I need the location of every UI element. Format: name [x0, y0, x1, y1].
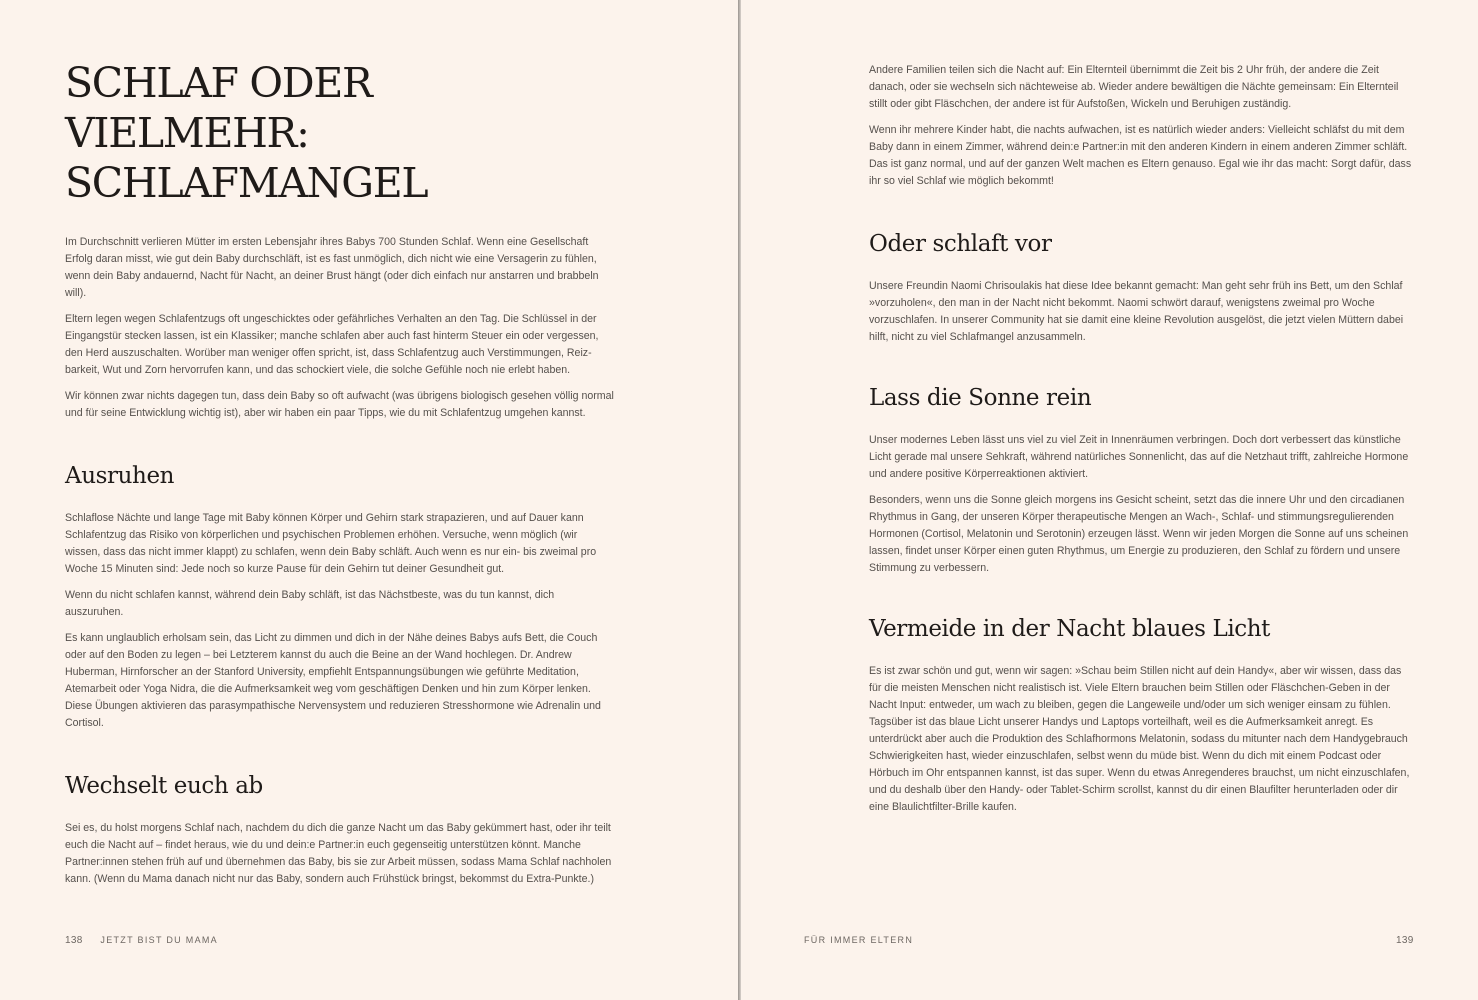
body-paragraph: Unsere Freundin Naomi Chrisoulakis hat diese Idee bekannt gemacht: Man geht sehr früh ins Bett, um den Schlaf »vorzuholen«, den man in der Nacht nicht bekommt. Naomi schwört darauf, wenigstens zweimal pro Woche vorzuschlafen. In unserer Community hat sie damit eine kleine Revolution ausgelöst, die jetzt vielen Müttern dabei hilft, nicht zu viel Schlafmangel anzusammeln. — [869, 280, 1404, 343]
left-footer — [65, 935, 218, 946]
right-footer-page-number — [1396, 935, 1414, 946]
chapter-title — [65, 58, 615, 208]
right-page-content — [869, 0, 1414, 816]
left-page-content — [65, 0, 615, 888]
left-page — [0, 0, 738, 1000]
chapter-title-line2: SCHLAFMANGEL — [65, 159, 428, 207]
body-paragraph: Es ist zwar schön und gut, wenn wir sagen: »Schau beim Stillen nicht auf dein Handy«, aber wir wissen, dass das für die meisten Menschen nicht realistisch ist. Viele Eltern brauchen beim Stillen oder Fläschchen-Geben in der Nacht Input: entweder, um wach zu bleiben, gegen die Langeweile und/oder um sich weniger einsam zu fühlen. Tagsüber ist das blaue Licht unserer Handys und Laptops vorteilhaft, weil es die Aufmerksamkeit anregt. Es unterdrückt aber auch die Produktion des Schlafhormons Melatonin, sodass du mitunter nach dem Handygebrauch Schwierigkeiten hast, wieder einzuschlafen, selbst wenn du müde bist. Wenn du dich mit einem Podcast oder Hörbuch im Ohr entspannen kannst, ist das super. Wenn du etwas Anregenderes brauchst, um nicht einzuschlafen, und du deshalb über den Handy- oder Tablet-Schirm scrollst, kannst du dir einen Blaufilter herunterladen oder dir eine Blaulichtfilter-Brille kaufen. — [869, 665, 1410, 813]
body-paragraph: Es kann unglaublich erholsam sein, das Licht zu dimmen und dich in der Nähe deines Babys aufs Bett, die Couch oder auf den Boden zu legen – bei Letzterem kannst du auch die Beine an der Wand hochlegen. Dr. Andrew Huberman, Hirnforscher an der Stanford University, empfiehlt Entspannungsübungen wie geführte Meditation, Atemarbeit oder Yoga Nidra, die die Aufmerksamkeit weg vom geschäftigen Denken und hin zum Körper lenken. Diese Übungen aktivieren das parasympathische Nervensystem und reduzieren Stresshormone wie Adrenalin und Cortisol. — [65, 632, 601, 729]
intro-paragraph: Wir können zwar nichts dagegen tun, dass dein Baby so oft aufwacht (was übrigens biologisch gesehen völlig normal und für seine Entwicklung wichtig ist), aber wir haben ein paar Tipps, wie du mit Schlafentzug umgehen kannst. — [65, 390, 614, 419]
body-paragraph: Sei es, du holst morgens Schlaf nach, nachdem du dich die ganze Nacht um das Baby gekümmert hast, oder ihr teilt euch die Nacht auf – findet heraus, wie du und dein:e Partner:in euch gegenseitig unterstützen könnt. Manche Partner:innen stehen früh auf und übernehmen das Baby, bis sie zur Arbeit müssen, sodass Mama Schlaf nachholen kann. (Wenn du Mama danach nicht nur das Baby, sondern auch Frühstück bringst, bekommst du Extra-Punkte.) — [65, 822, 612, 885]
page-number: 139 — [1396, 935, 1414, 946]
intro-paragraph: Eltern legen wegen Schlafentzugs oft ungeschicktes oder gefährliches Verhalten an den Tag. Die Schlüssel in der Eingangstür stecken lassen, ist ein Klassiker; manche schlafen aber auch fast hinterm Steuer ein oder vergessen, den Herd auszuschalten. Worüber man weniger offen spricht, ist, dass Schlafentzug auch Verstimmungen, Reizbarkeit, Wut und Zorn hervorrufen kann, und das schockiert viele, die solche Gefühle noch nie erlebt haben. — [65, 313, 599, 376]
body-paragraph: Besonders, wenn uns die Sonne gleich morgens ins Gesicht scheint, setzt das die innere Uhr und den circadianen Rhythmus in Gang, der unseren Körper therapeutische Mengen an Wach-, Schlaf- und stimmungsregulierenden Hormonen (Cortisol, Melatonin und Serotonin) erzeugen lässt. Wenn wir jeden Morgen die Sonne auf uns scheinen lassen, findet unser Körper einen guten Rhythmus, um Energie zu produzieren, den Schlaf zu fördern und unsere Stimmung zu verbessern. — [869, 494, 1409, 574]
section-heading-wechselt-euch-ab: Wechselt euch ab — [65, 773, 263, 799]
body-paragraph: Wenn du nicht schlafen kannst, während dein Baby schläft, ist das Nächstbeste, was du tun kannst, dich auszuruhen. — [65, 589, 555, 618]
section-heading-oder-schlaft-vor: Oder schlaft vor — [869, 231, 1052, 257]
body-paragraph: Unser modernes Leben lässt uns viel zu viel Zeit in Innenräumen verbringen. Doch dort verbessert das künstliche Licht gerade mal unsere Sehkraft, während natürliches Sonnenlicht, das auf die Netzhaut trifft, zahlreiche Hormone und andere positive Körperreaktionen aktiviert. — [869, 434, 1409, 480]
right-footer-title: FÜR IMMER ELTERN — [804, 935, 914, 945]
running-title: JETZT BIST DU MAMA — [100, 935, 218, 945]
intro-paragraph: Im Durchschnitt verlieren Mütter im ersten Lebensjahr ihres Babys 700 Stunden Schlaf. Wenn eine Gesellschaft Erfolg daran misst, wie gut dein Baby durchschläft, ist es fast unmöglich, dich nicht wie eine Versagerin zu fühlen, wenn dein Baby andauernd, Nacht für Nacht, an deiner Brust hängt (oder dich einfach nur anstarren und brabbeln will). — [65, 236, 599, 299]
section-heading-vermeide-blaues-licht: Vermeide in der Nacht blaues Licht — [869, 616, 1271, 642]
body-paragraph: Andere Familien teilen sich die Nacht auf: Ein Elternteil übernimmt die Zeit bis 2 Uhr früh, der andere die Zeit danach, oder sie wechseln sich nächteweise ab. Wieder andere bewältigen die Nächte gemeinsam: Ein Elternteil stillt oder gibt Fläschchen, der andere ist für Aufstoßen, Wickeln und Beruhigen zuständig. — [869, 64, 1399, 110]
page-number: 138 — [65, 935, 83, 946]
section-heading-lass-die-sonne-rein: Lass die Sonne rein — [869, 385, 1092, 411]
body-paragraph: Schlaflose Nächte und lange Tage mit Baby können Körper und Gehirn stark strapazieren, und auf Dauer kann Schlafentzug das Risiko von körperlichen und psychischen Problemen erhöhen. Versuche, wenn möglich (wir wissen, dass das nicht immer klappt) zu schlafen, wenn dein Baby schläft. Auch wenn es nur ein- bis zweimal pro Woche 15 Minuten sind: Jede noch so kurze Pause für dein Gehirn tut deiner Gesundheit gut. — [65, 512, 597, 575]
right-page — [741, 0, 1478, 1000]
section-heading-ausruhen: Ausruhen — [65, 463, 175, 489]
body-paragraph: Wenn ihr mehrere Kinder habt, die nachts aufwachen, ist es natürlich wieder anders: Vielleicht schläfst du mit dem Baby dann in einem Zimmer, während dein:e Partner:in mit den anderen Kindern in einem anderen Zimmer schläft. Das ist ganz normal, und auf der ganzen Welt machen es Eltern genauso. Egal wie ihr das macht: Sorgt dafür, dass ihr so viel Schlaf wie möglich bekommt! — [869, 124, 1412, 187]
chapter-title-line1: SCHLAF ODER VIELMEHR: — [65, 59, 372, 157]
